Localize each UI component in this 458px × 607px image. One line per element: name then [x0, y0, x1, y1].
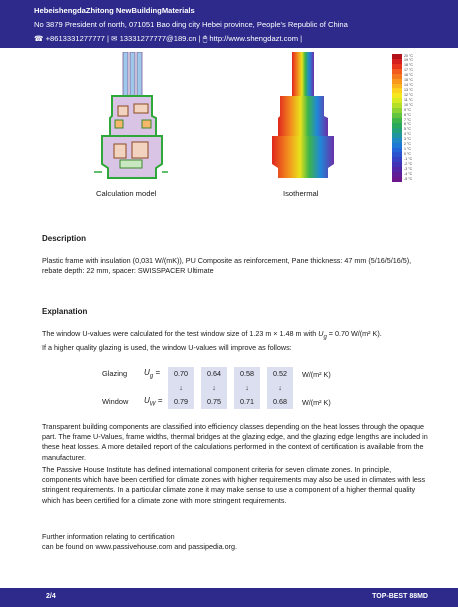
window-value-3: 0.71: [234, 395, 260, 409]
scale-label: 20 °C: [404, 53, 414, 58]
scale-label: 13 °C: [404, 87, 414, 92]
ug-subscript: g: [323, 334, 327, 341]
glazing-value-1: 0.70: [168, 367, 194, 381]
arrow-4: ↓: [267, 381, 293, 395]
isotherm-figure: [262, 52, 342, 182]
isotherm-caption: Isothermal: [283, 189, 319, 198]
explanation-text-b: = 0.70 W/(m² K).: [326, 329, 382, 338]
model-caption: Calculation model: [96, 189, 157, 198]
window-unit: W/(m² K): [302, 398, 331, 407]
ug-label: $U_g$ =: [144, 368, 161, 380]
further-info-line: Further information relating to certification: [42, 532, 175, 541]
arrow-1: ↓: [168, 381, 194, 395]
description-text: Plastic frame with insulation (0,031 W/(mK)), PU Composite as reinforcement, Pane thickness: 47 mm (5/16/5/16/5), rebate depth: 22 mm, spacer: SWISSPACER Ultimate: [42, 256, 412, 276]
description-title: Description: [42, 234, 87, 243]
scale-label: 4 °C: [404, 132, 412, 137]
window-value-2: 0.75: [201, 395, 227, 409]
scale-label: 15 °C: [404, 78, 414, 83]
explanation-title: Explanation: [42, 307, 88, 316]
scale-label: 1 °C: [404, 147, 412, 152]
scale-label: 8 °C: [404, 112, 412, 117]
window-value-1: 0.79: [168, 395, 194, 409]
calculation-model-figure: [90, 52, 170, 182]
scale-label: 18 °C: [404, 63, 414, 68]
company-contact: ☎ +8613331277777 | ✉ 13331277777@189.cn | 🖱 http://www.shengdazt.com |: [34, 34, 303, 43]
scale-label: -4 °C: [404, 171, 413, 176]
links-line: can be found on www.passivehouse.com and passipedia.org.: [42, 542, 237, 552]
ug-symbol: U: [318, 329, 324, 338]
window-label: Window: [102, 397, 129, 406]
company-address: No 3879 President of north, 071051 Bao ding city Hebei province, People's Republic of China: [34, 20, 348, 29]
uw-label: $U_W$ =: [144, 396, 163, 408]
scale-label: 3 °C: [404, 137, 412, 142]
product-name: TOP-BEST 88MD: [372, 593, 428, 600]
scale-label: 14 °C: [404, 83, 414, 88]
temperature-scale: [392, 54, 440, 182]
scale-label: -3 °C: [404, 166, 413, 171]
scale-label: -1 °C: [404, 156, 413, 161]
footer-band: [0, 588, 458, 607]
window-value-4: 0.68: [267, 395, 293, 409]
arrow-2: ↓: [201, 381, 227, 395]
body-paragraph-3: [42, 532, 430, 552]
scale-label: 17 °C: [404, 68, 414, 73]
scale-swatch: [392, 177, 402, 182]
scale-label: 7 °C: [404, 117, 412, 122]
arrow-3: ↓: [234, 381, 260, 395]
header-band: [0, 0, 458, 48]
scale-label: 9 °C: [404, 107, 412, 112]
explanation-text-c: If a higher quality glazing is used, the window U-values will improve as follows:: [42, 342, 292, 352]
explanation-text-a: The window U-values were calculated for the test window size of 1.23 m × 1.48 m with: [42, 329, 317, 338]
scale-label: 2 °C: [404, 142, 412, 147]
scale-label: 6 °C: [404, 122, 412, 127]
scale-label: 11 °C: [404, 97, 413, 102]
glazing-value-2: 0.64: [201, 367, 227, 381]
scale-label: -2 °C: [404, 161, 413, 166]
scale-label: 12 °C: [404, 92, 414, 97]
scale-label: -5 °C: [404, 176, 413, 181]
glazing-value-3: 0.58: [234, 367, 260, 381]
explanation-text: [42, 329, 442, 353]
glazing-label: Glazing: [102, 369, 128, 378]
company-name: HebeishengdaZhitong NewBuildingMaterials: [34, 6, 195, 15]
scale-label: 0 °C: [404, 151, 412, 156]
page-number: 2/4: [46, 593, 56, 600]
body-paragraph-1: Transparent building components are classified into efficiency classes depending on the heat losses through the opaque part. The frame U-Values, frame widths, thermal bridges at the glazing edge, and the glazing edge lengths are included in these heat losses. A more detailed report of the calculations performed in the context of certification is available from the manufacturer.: [42, 422, 428, 462]
scale-label: 16 °C: [404, 73, 414, 78]
scale-label: 5 °C: [404, 127, 412, 132]
body-paragraph-2: The Passive House Institute has defined international component criteria for seven climate zones. In principle, components which have been certified for climate zones with higher requirements may also be used in climates with less stringent requirements. In a particular climate zone it may make sense to use a component of a higher thermal quality which has been certified for a climate zone with more stringent requirements.: [42, 465, 426, 505]
scale-label: 19 °C: [404, 58, 414, 63]
scale-label: 10 °C: [404, 102, 414, 107]
glazing-value-4: 0.52: [267, 367, 293, 381]
glazing-unit: W/(m² K): [302, 370, 331, 379]
